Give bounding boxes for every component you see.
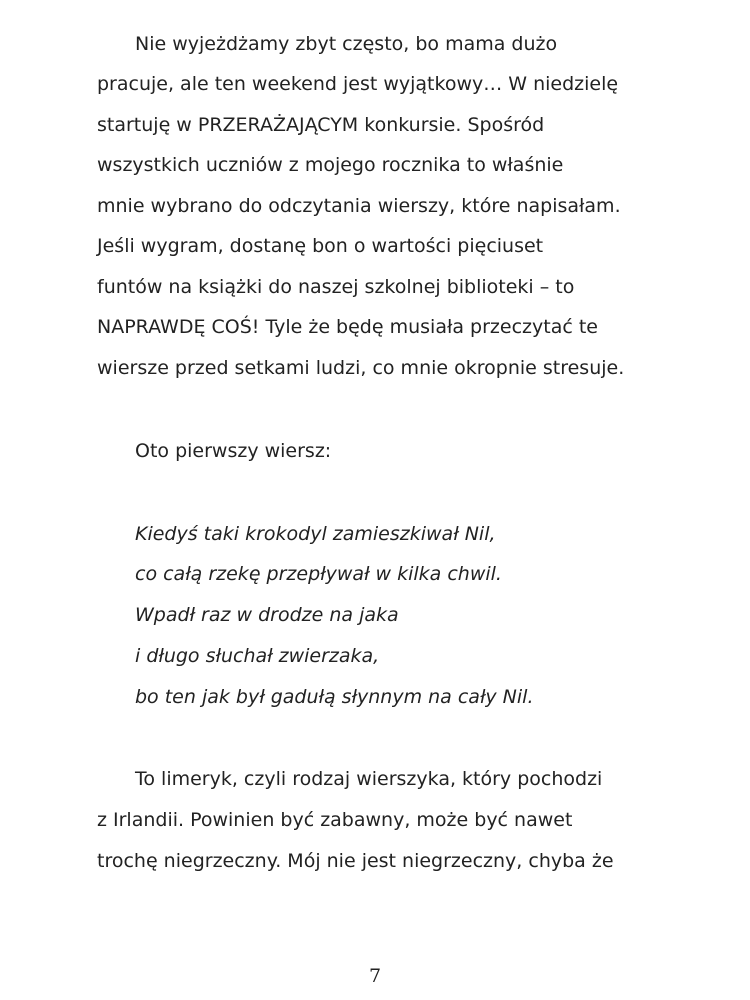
paragraph-line: mnie wybrano do odczytania wierszy, które napisałam. xyxy=(97,195,621,217)
paragraph-line: NAPRAWDĘ COŚ! Tyle że będę musiała przeczytać te xyxy=(97,316,598,338)
poem-line: bo ten jak był gadułą słynnym na cały Nil. xyxy=(135,686,534,708)
paragraph-line: Jeśli wygram, dostanę bon o wartości pięciuset xyxy=(97,235,544,257)
paragraph-line: wiersze przed setkami ludzi, co mnie okropnie stresuje. xyxy=(97,357,625,379)
poem-line: i długo słuchał zwierzaka, xyxy=(135,645,380,667)
paragraph-line: Nie wyjeżdżamy zbyt często, bo mama dużo xyxy=(135,33,558,55)
paragraph-line: funtów na książki do naszej szkolnej biblioteki – to xyxy=(97,276,575,298)
paragraph-line: trochę niegrzeczny. Mój nie jest niegrzeczny, chyba że xyxy=(97,850,614,872)
paragraph-line: startuję w PRZERAŻAJĄCYM konkursie. Spośród xyxy=(97,114,545,136)
poem-line: Kiedyś taki krokodyl zamieszkiwał Nil, xyxy=(135,523,496,545)
page-number: 7 xyxy=(368,965,382,987)
poem-line: co całą rzekę przepływał w kilka chwil. xyxy=(135,563,502,585)
poem-intro: Oto pierwszy wiersz: xyxy=(135,440,332,462)
paragraph-line: wszystkich uczniów z mojego rocznika to właśnie xyxy=(97,154,564,176)
poem-line: Wpadł raz w drodze na jaka xyxy=(135,604,399,626)
paragraph-line: pracuje, ale ten weekend jest wyjątkowy… W niedzielę xyxy=(97,73,619,95)
paragraph-line: To limeryk, czyli rodzaj wierszyka, który pochodzi xyxy=(135,768,603,790)
paragraph-line: z Irlandii. Powinien być zabawny, może być nawet xyxy=(97,809,573,831)
